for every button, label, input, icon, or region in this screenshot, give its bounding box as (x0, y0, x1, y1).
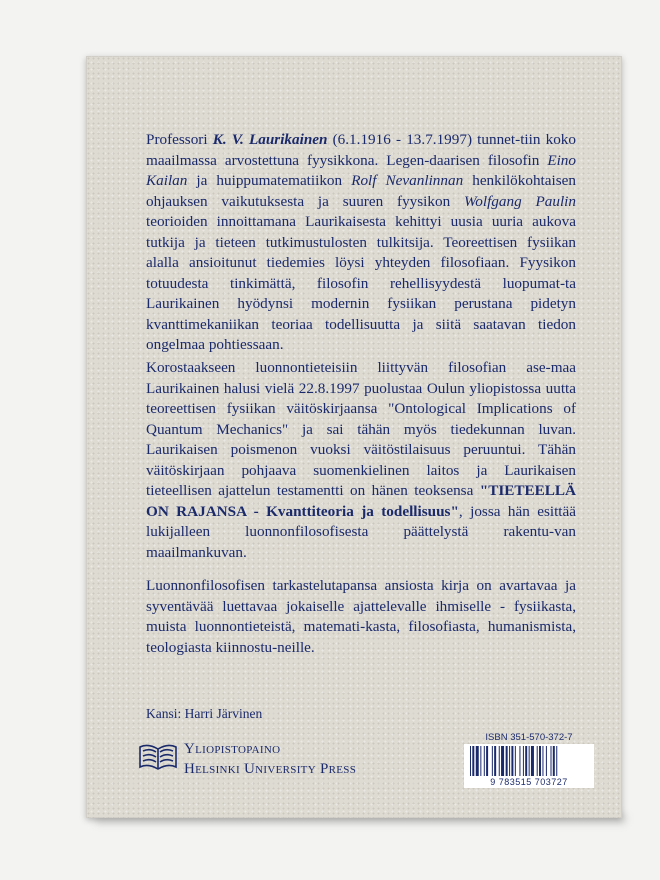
p2-text-b: , jossa hän esittää lukijalleen luonnonfilosofisesta päättelystä rakentu-van maailmankuvan. (146, 502, 576, 561)
p1-text-a: Professori (146, 131, 213, 148)
publisher-name-english: Helsinki University Press (184, 761, 357, 777)
name-nevanlinna: Rolf Nevanlinnan (351, 172, 464, 189)
isbn-barcode-block (464, 732, 594, 796)
book-title: "TIETEELLÄ ON RAJANSA - Kvanttiteoria ja todellisuus" (146, 482, 576, 520)
p1-text-c: ja huippumatematiikon (187, 172, 352, 189)
author-name: K. V. Laurikainen (212, 131, 328, 148)
name-kaila: Eino Kailan (146, 151, 576, 189)
open-book-icon (138, 741, 178, 775)
barcode-number: 9 783515 703727 (490, 777, 568, 787)
paragraph-dissertation (146, 358, 576, 563)
barcode-box (464, 744, 594, 788)
paragraph-biography (146, 130, 576, 356)
cover-credit: Kansi: Harri Järvinen (146, 706, 263, 721)
book-back-cover (86, 56, 622, 818)
p2-text-a: Korostaakseen luonnontieteisiin liittyvän filosofian ase-maa Laurikainen halusi vielä 22.8.1997 puolustaa Oulun yliopistossa uutta teoreettisen fysiikan väitöskirjaansa "Ontological Implications of Quantum Mechanics" ja sai tähän myös tiedekunnan luvan. Laurikaisen poismenon vuoksi väitöstilaisuus peruuntui. Tähän väitöskirjaan pohjaava suomenkielinen laitos ja Laurikaisen tieteellisen ajattelun testamentti on hänen teoksensa (146, 359, 576, 499)
publisher-name-finnish: Yliopistopaino (184, 741, 281, 757)
p1-text-d: henkilökohtaisen ohjauksen vaikutuksesta ja suuren fyysikon (146, 172, 576, 210)
paragraph-audience: Luonnonfilosofisen tarkastelutapansa ansiosta kirja on avartavaa ja syventävää luettavaa jokaiselle ajattelevalle ihmiselle - fysiikasta, muista luonnontieteistä, matemati-kasta, filosofiasta, humanismista, teologiasta kiinnostu-neille. (146, 577, 576, 656)
p1-text-b: (6.1.1916 - 13.7.1997) tunnet-tiin koko maailmassa arvostettuna fyysikkona. Legen-daarisen filosofin (146, 131, 576, 169)
name-pauli: Wolfgang Paulin (464, 192, 576, 210)
isbn-label: ISBN 351-570-372-7 (485, 732, 573, 743)
barcode-bars (468, 746, 590, 776)
publisher-imprint (138, 739, 398, 785)
p1-text-e: teorioiden innoittamana Laurikaisesta kehittyi uusia uuria aukova tutkija ja tieteen tutkimustulosten tulkitsija. Teoreettisen fysiikan alalla ansioitunut tiedemies löysi yhteyden filosofiaan. Fyysikon totuudesta tinkimättä, filosofin rehellisyydestä luopumat-ta Laurikainen hyödynsi modernin fysiikan perustana pidetyn kvanttimekaniikan teoriaa todellisuutta ja siitä saatavan tiedon ongelmaa pohtiessaan. (146, 213, 576, 353)
